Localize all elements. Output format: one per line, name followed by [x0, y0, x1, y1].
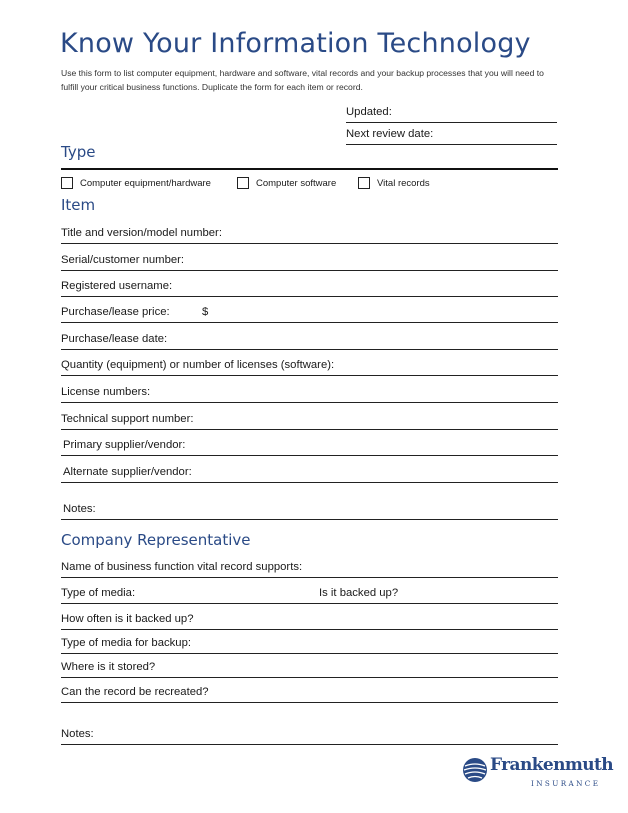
- item-heading: Item: [61, 196, 96, 214]
- globe-icon: [462, 757, 488, 783]
- field-label: Name of business function vital record supports:: [61, 561, 303, 573]
- updated-label: Updated:: [346, 106, 392, 118]
- checkbox-box[interactable]: [358, 177, 370, 189]
- field-label: Notes:: [61, 728, 94, 740]
- frankenmuth-logo: [462, 755, 614, 793]
- logo-subtitle: INSURANCE: [531, 779, 601, 788]
- support-field[interactable]: [61, 403, 558, 430]
- logo-name: Frankenmuth: [490, 755, 614, 775]
- updated-field[interactable]: [346, 100, 557, 123]
- page-title: Know Your Information Technology: [60, 28, 531, 59]
- next-review-field[interactable]: [346, 123, 557, 145]
- checkbox-box[interactable]: [61, 177, 73, 189]
- field-label: Quantity (equipment) or number of licenses (software):: [61, 359, 335, 371]
- next-review-label: Next review date:: [346, 128, 434, 140]
- how-often-field[interactable]: [61, 604, 558, 630]
- checkbox-software[interactable]: [237, 177, 336, 189]
- dollar-sign: $: [202, 306, 209, 318]
- checkbox-label: Computer equipment/hardware: [80, 177, 211, 189]
- stored-field[interactable]: [61, 654, 558, 678]
- field-label: Serial/customer number:: [61, 254, 185, 266]
- alternate-supplier-field[interactable]: [61, 456, 558, 483]
- checkbox-box[interactable]: [237, 177, 249, 189]
- field-label: Technical support number:: [61, 413, 194, 425]
- checkbox-label: Computer software: [256, 177, 337, 189]
- serial-field[interactable]: [61, 244, 558, 271]
- checkbox-vital-records[interactable]: [358, 177, 430, 189]
- rep-heading: Company Representative: [61, 531, 251, 549]
- business-function-field[interactable]: [61, 551, 558, 578]
- price-field[interactable]: [61, 297, 558, 323]
- title-version-field[interactable]: [61, 218, 558, 244]
- type-heading: Type: [61, 143, 96, 161]
- field-label: License numbers:: [61, 386, 151, 398]
- license-field[interactable]: [61, 376, 558, 403]
- rep-notes-field[interactable]: [61, 703, 558, 745]
- field-label: Primary supplier/vendor:: [63, 439, 186, 451]
- field-label: Notes:: [63, 503, 96, 515]
- field-label: Purchase/lease price:: [61, 306, 170, 318]
- checkbox-hardware[interactable]: [61, 177, 211, 189]
- field-label: Title and version/model number:: [61, 227, 222, 239]
- field-label: Type of media:: [61, 587, 136, 599]
- backed-up-label: Is it backed up?: [319, 587, 399, 599]
- primary-supplier-field[interactable]: [61, 430, 558, 456]
- quantity-field[interactable]: [61, 350, 558, 376]
- field-label: Type of media for backup:: [61, 637, 191, 649]
- intro-text: Use this form to list computer equipment, hardware and software, vital records and your backup processes that you will need to fulfill your critical business functions. Duplicate the form for each item or record.: [61, 68, 544, 92]
- field-label: Alternate supplier/vendor:: [63, 466, 192, 478]
- field-label: Registered username:: [61, 280, 173, 292]
- username-field[interactable]: [61, 271, 558, 297]
- field-label: Can the record be recreated?: [61, 686, 209, 698]
- recreated-field[interactable]: [61, 678, 558, 703]
- media-type-field[interactable]: [61, 578, 558, 604]
- type-divider: [61, 168, 558, 170]
- field-label: How often is it backed up?: [61, 613, 194, 625]
- field-label: Purchase/lease date:: [61, 333, 168, 345]
- item-notes-field[interactable]: [61, 483, 558, 520]
- date-field[interactable]: [61, 323, 558, 350]
- checkbox-label: Vital records: [377, 177, 430, 189]
- field-label: Where is it stored?: [61, 661, 156, 673]
- backup-media-field[interactable]: [61, 630, 558, 654]
